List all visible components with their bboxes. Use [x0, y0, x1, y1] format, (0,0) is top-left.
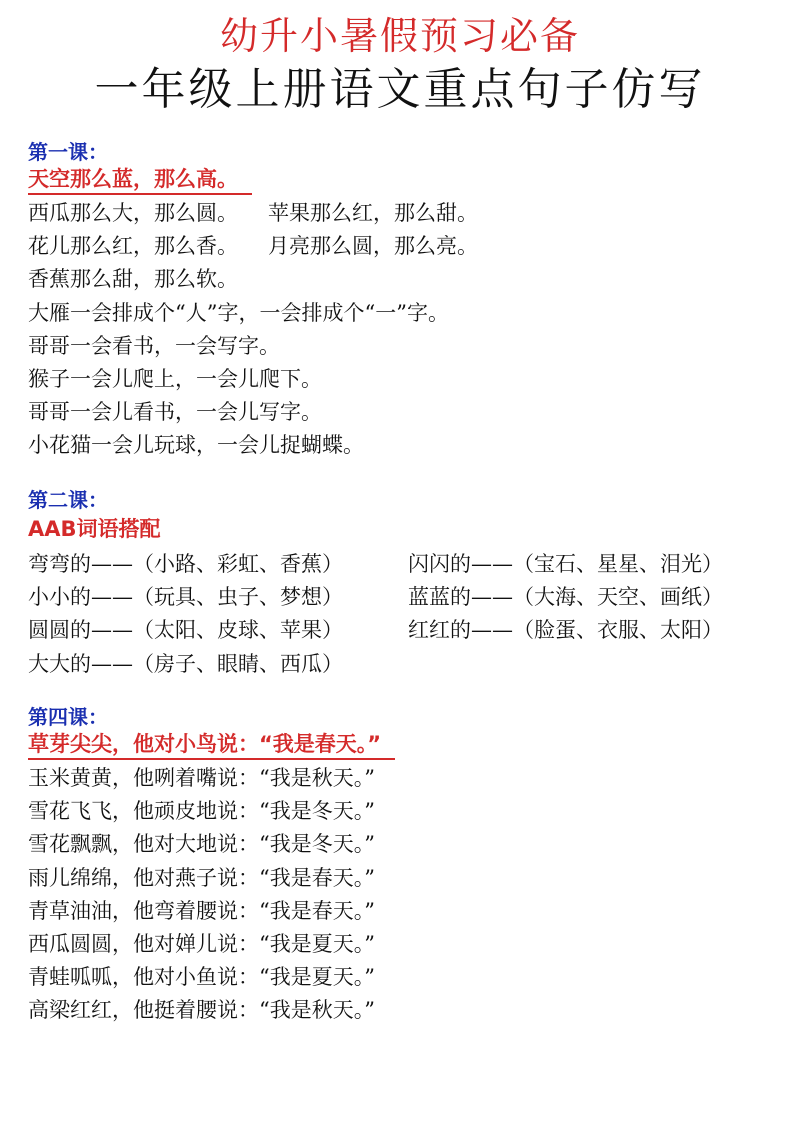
lesson1-heading: 天空那么蓝，那么高。 [28, 166, 252, 195]
lesson1-line-2 [28, 230, 788, 263]
sub-title: 一年级上册语文重点句子仿写 [94, 64, 706, 115]
lesson2-line-1 [28, 548, 788, 581]
word-group: 圆圆的——（太阳、皮球、苹果） [28, 618, 343, 643]
word-group: 蓝蓝的——（大海、天空、画纸） [408, 585, 723, 610]
lesson2-label: 第二课： [28, 488, 108, 512]
lesson4-label: 第四课： [28, 705, 108, 729]
lesson1-line-3: 香蕉那么甜，那么软。 [28, 267, 238, 292]
lesson2-line-2 [28, 581, 788, 614]
lesson1-label: 第一课： [28, 140, 108, 164]
lesson1-section [28, 138, 788, 463]
lesson1-line-4: 大雁一会排成个“人”字，一会排成个“一”字。 [28, 300, 449, 325]
sentence: 月亮那么圆，那么亮。 [268, 234, 478, 259]
lesson1-line-5: 哥哥一会看书，一会写字。 [28, 333, 280, 358]
lesson1-line-1 [28, 197, 788, 230]
lesson4-line-3: 雪花飘飘，他对大地说：“我是冬天。” [28, 832, 375, 857]
lesson4-line-2: 雪花飞飞，他顽皮地说：“我是冬天。” [28, 799, 375, 824]
lesson4-line-5: 青草油油，他弯着腰说：“我是春天。” [28, 898, 375, 923]
lesson2-section [28, 486, 788, 681]
word-group: 红红的——（脸蛋、衣服、太阳） [408, 618, 723, 643]
lesson2-heading: AAB词语搭配 [28, 517, 161, 541]
word-group: 弯弯的——（小路、彩虹、香蕉） [28, 552, 343, 576]
lesson4-section [28, 703, 788, 1028]
lesson1-line-6: 猴子一会儿爬上，一会儿爬下。 [28, 367, 322, 392]
sentence: 西瓜那么大，那么圆。 [28, 201, 238, 225]
word-group: 小小的——（玩具、虫子、梦想） [28, 585, 343, 610]
lesson2-line-3 [28, 614, 788, 647]
lesson2-line-4: 大大的——（房子、眼睛、西瓜） [28, 651, 343, 676]
main-title: 幼升小暑假预习必备 [219, 14, 580, 58]
sentence: 苹果那么红，那么甜。 [268, 201, 478, 225]
lesson4-line-8: 高梁红红，他挺着腰说：“我是秋天。” [28, 998, 375, 1023]
lesson4-line-7: 青蛙呱呱，他对小鱼说：“我是夏天。” [28, 965, 375, 990]
lesson4-line-4: 雨儿绵绵，他对燕子说：“我是春天。” [28, 865, 375, 890]
word-group: 闪闪的——（宝石、星星、泪光） [408, 552, 723, 576]
lesson1-line-8: 小花猫一会儿玩球，一会儿捉蝴蝶。 [28, 433, 364, 458]
lesson4-heading: 草芽尖尖，他对小鸟说：“我是春天。” [28, 731, 395, 760]
lesson4-line-6: 西瓜圆圆，他对婵儿说：“我是夏天。” [28, 932, 375, 957]
lesson1-line-7: 哥哥一会儿看书，一会儿写字。 [28, 400, 322, 425]
lesson4-line-1: 玉米黄黄，他咧着嘴说：“我是秋天。” [28, 766, 375, 790]
sentence: 花儿那么红，那么香。 [28, 234, 238, 259]
